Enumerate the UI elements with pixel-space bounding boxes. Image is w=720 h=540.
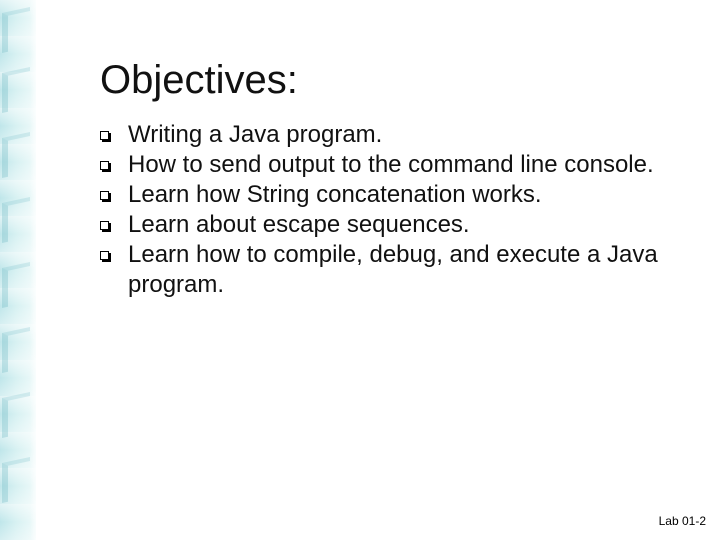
decorative-glyph (2, 7, 30, 53)
list-item (100, 120, 680, 150)
slide-number: Lab 01-2 (658, 514, 706, 528)
slide-title: Objectives: (100, 58, 298, 102)
list-item (100, 210, 680, 240)
list-item-text: How to send output to the command line console. (128, 151, 654, 178)
decorative-glyph (2, 67, 30, 113)
decorative-glyph (2, 327, 30, 373)
hollow-square-bullet-icon (100, 191, 109, 200)
decorative-glyph (2, 197, 30, 243)
hollow-square-bullet-icon (100, 251, 109, 260)
hollow-square-bullet-icon (100, 221, 109, 230)
decorative-glyph (2, 457, 30, 503)
objectives-list (100, 120, 680, 300)
side-strip-fade (30, 0, 40, 540)
decorative-glyph (2, 392, 30, 438)
decorative-glyph (2, 132, 30, 178)
list-item (100, 180, 680, 210)
list-item-text: Learn about escape sequences. (128, 211, 470, 238)
list-item-text: Learn how to compile, debug, and execute a Java program. (128, 241, 658, 298)
list-item (100, 240, 680, 300)
list-item-text: Learn how String concatenation works. (128, 181, 542, 208)
hollow-square-bullet-icon (100, 161, 109, 170)
decorative-glyph (2, 262, 30, 308)
hollow-square-bullet-icon (100, 131, 109, 140)
list-item (100, 150, 680, 180)
list-item-text: Writing a Java program. (128, 121, 383, 148)
